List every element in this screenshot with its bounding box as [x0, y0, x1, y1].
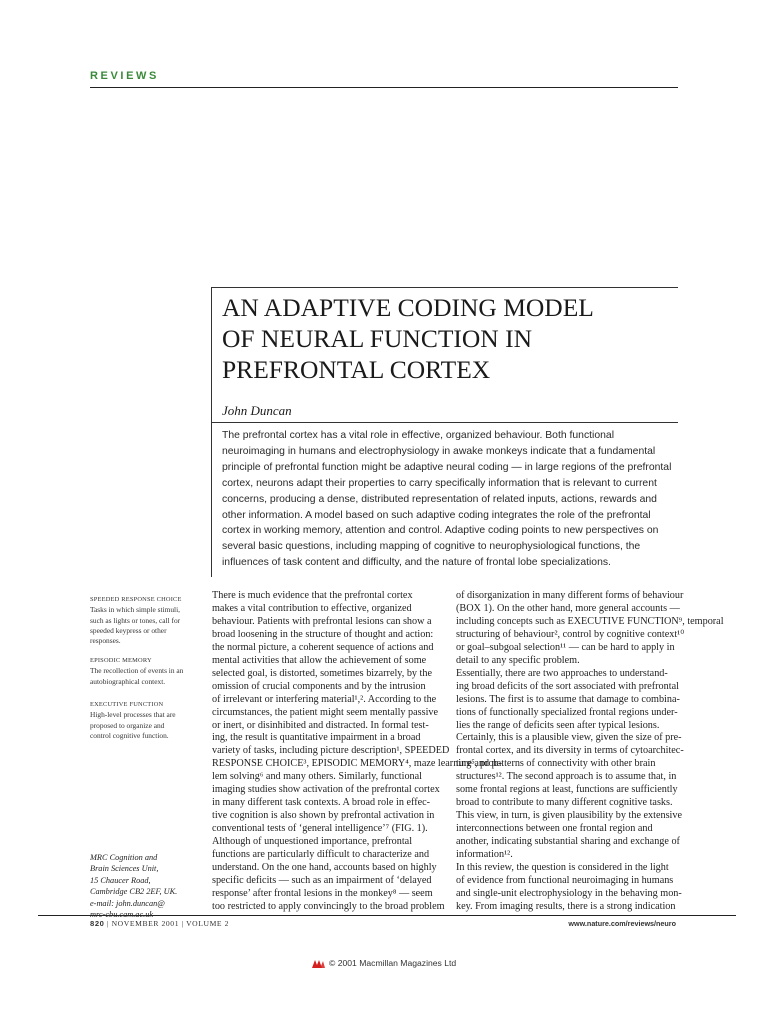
glossary-definition-line: High-level processes that are [90, 710, 176, 720]
body-line: interconnections between one frontal region and [456, 823, 653, 835]
body-line: structures¹². The second approach is to assume that, in [456, 771, 677, 783]
author-affiliation [90, 852, 208, 920]
body-line: functions are particularly difficult to characterize and [212, 849, 430, 861]
glossary-entry-speeded-response-choice [90, 595, 202, 646]
affiliation-line: Cambridge CB2 2EF, UK. [90, 887, 178, 897]
copyright-line [312, 958, 456, 968]
glossary-definition-line: Tasks in which simple stimuli, [90, 605, 181, 615]
body-line: Certainly, this is a plausible view, given the size of pre- [456, 732, 682, 744]
body-line: There is much evidence that the prefrontal cortex [212, 590, 413, 601]
glossary-definition-line: speeded keypress or other [90, 625, 167, 635]
footer-page-info [90, 919, 229, 928]
body-line: lies the range of deficits seen after typical lesions. [456, 719, 660, 731]
affiliation-line: Brain Sciences Unit, [90, 864, 159, 874]
section-label: REVIEWS [90, 70, 159, 82]
body-line: and single-unit electrophysiology in the behaving mon- [456, 887, 682, 899]
title-line: AN ADAPTIVE CODING MODEL [222, 293, 594, 322]
body-line: mental activities that allow the achievement of some [212, 654, 427, 666]
body-line: too restricted to apply convincingly to the broad problem [212, 900, 445, 912]
body-line: the normal picture, a coherent sequence of actions and [212, 641, 434, 653]
abstract-line: several basic questions, including mapping of cognitive to neurophysiological functions, the [222, 541, 641, 553]
body-line: ture and patterns of connectivity with other brain [456, 758, 656, 770]
title-line: PREFRONTAL CORTEX [222, 355, 491, 384]
glossary-entry-executive-function [90, 700, 202, 741]
body-line: including concepts such as EXECUTIVE FUNCTION⁹, temporal [456, 615, 724, 627]
body-column-2 [456, 590, 724, 914]
copyright-text: © 2001 Macmillan Magazines Ltd [329, 958, 457, 968]
affiliation-line: 15 Chaucer Road, [90, 875, 151, 885]
author-name: John Duncan [222, 403, 292, 418]
body-line: imaging studies show activation of the prefrontal cortex [212, 784, 440, 796]
glossary-entry-episodic-memory [90, 656, 202, 687]
footer-url: www.nature.com/reviews/neuro [568, 919, 676, 928]
body-line: tions of functionally specialized frontal regions under- [456, 706, 678, 718]
body-line: behaviour. Patients with prefrontal lesions can show a [212, 615, 432, 627]
body-line: makes a vital contribution to effective, organized [212, 602, 412, 614]
glossary-definition-line: such as lights or tones, call for [90, 615, 181, 625]
body-line: broad loosening in the structure of thought and action: [212, 628, 434, 640]
body-line: specific deficits — such as an impairment of ‘delayed [212, 874, 432, 886]
macmillan-logo-icon [312, 958, 325, 968]
body-line: of disorganization in many different forms of behaviour [456, 590, 684, 601]
abstract-line: The prefrontal cortex has a vital role in effective, organized behaviour. Both functional [222, 430, 614, 441]
body-line: frontal cortex, and its diversity in terms of cytoarchitec- [456, 745, 684, 757]
abstract-line: principle of prefrontal function might be adaptive neural coding — in large regions of the prefrontal [222, 461, 672, 473]
glossary-definition-line: proposed to organize and [90, 720, 165, 730]
body-line: in many different task contexts. A broad role in effec- [212, 797, 431, 809]
glossary-definition-line: responses. [90, 636, 121, 646]
body-line: another, indicating substantial sharing and exchange of [456, 836, 680, 848]
article-title [222, 292, 672, 385]
title-line: OF NEURAL FUNCTION IN [222, 324, 533, 353]
body-line: broad to contribute to many different cognitive tasks. [456, 797, 673, 809]
bottom-rule-tick [722, 915, 736, 916]
body-line: This view, in turn, is given plausibility by the extensive [456, 810, 682, 822]
body-line: lem solving⁶ and many others. Similarly, functional [212, 771, 423, 783]
abstract-line: cortex in working memory, attention and control. Adaptive coding points to new perspectives on [222, 525, 659, 537]
body-line: response’ after frontal lesions in the monkey⁸ — seem [212, 887, 433, 899]
body-line: conventional tests of ‘general intelligence’⁷ (FIG. 1). [212, 823, 428, 835]
abstract-line: cortex, neurons adapt their properties to carry specifically information that is relevant to current [222, 477, 657, 489]
body-line: omission of crucial components and by the intrusion [212, 680, 426, 692]
body-line: selected goal, is distorted, sometimes bizarrely, by the [212, 667, 433, 679]
glossary-term: EPISODIC MEMORY [90, 657, 152, 664]
abstract [222, 428, 674, 571]
affiliation-line: e-mail: john.duncan@ [90, 898, 165, 908]
body-line: RESPONSE CHOICE³, EPISODIC MEMORY⁴, maze learning⁵, prob- [212, 758, 503, 770]
top-rule [90, 87, 678, 88]
body-line: Essentially, there are two approaches to understand- [456, 667, 668, 679]
body-line: (BOX 1). On the other hand, more general accounts — [456, 602, 680, 614]
body-line: of evidence from functional neuroimaging in humans [456, 874, 674, 886]
body-line: detail to any specific problem. [456, 654, 580, 666]
body-line: ing, the result is quantitative impairment in a broad [212, 732, 421, 744]
body-line: structuring of behaviour², control by cognitive context¹⁰ [456, 628, 685, 640]
glossary-definition-line: autobiographical context. [90, 676, 166, 686]
title-vertical-rule [211, 287, 212, 577]
body-line: information¹². [456, 849, 513, 861]
abstract-line: concerns, producing a dense, distributed representation of related inputs, actions, rewards and [222, 493, 657, 505]
body-line: of irrelevant or interfering material¹,². According to the [212, 693, 437, 705]
body-line: or inert, or disinhibited and distracted. In formal test- [212, 719, 429, 731]
page-number: 820 [90, 919, 105, 928]
body-line: Although of unquestioned importance, prefrontal [212, 836, 413, 848]
body-line: or goal–subgoal selection¹¹ — can be hard to apply in [456, 641, 675, 653]
glossary-definition-line: control cognitive function. [90, 730, 169, 740]
abstract-line: influences of task content and difficulty, and the nature of frontal lobe specializations. [222, 557, 611, 569]
body-line: In this review, the question is considered in the light [456, 862, 669, 874]
title-top-rule [211, 287, 678, 288]
abstract-line: other information. A model based on such adaptive coding integrates the role of the prefrontal [222, 509, 651, 521]
body-line: some frontal regions at least, functions are sufficiently [456, 784, 678, 796]
glossary-term: SPEEDED RESPONSE CHOICE [90, 596, 182, 603]
body-line: circumstances, the patient might seem mentally passive [212, 706, 439, 718]
body-line: key. From imaging results, there is a strong indication [456, 900, 676, 912]
issue-info: | NOVEMBER 2001 | VOLUME 2 [106, 919, 230, 928]
bottom-rule [38, 915, 736, 916]
author-rule [211, 422, 678, 423]
glossary-definition-line: The recollection of events in an [90, 666, 184, 676]
body-line: ing broad deficits of the sort associated with prefrontal [456, 680, 679, 692]
abstract-line: neuroimaging in humans and electrophysiology in awake monkeys indicate that a fundamental [222, 445, 656, 457]
body-line: variety of tasks, including picture description¹, SPEEDED [212, 745, 450, 757]
body-line: lesions. The first is to assume that damage to combina- [456, 693, 680, 705]
glossary-term: EXECUTIVE FUNCTION [90, 701, 164, 708]
affiliation-line: MRC Cognition and [90, 853, 158, 862]
body-line: tive cognition is also shown by prefrontal activation in [212, 810, 435, 822]
body-line: understand. On the one hand, accounts based on highly [212, 862, 437, 874]
